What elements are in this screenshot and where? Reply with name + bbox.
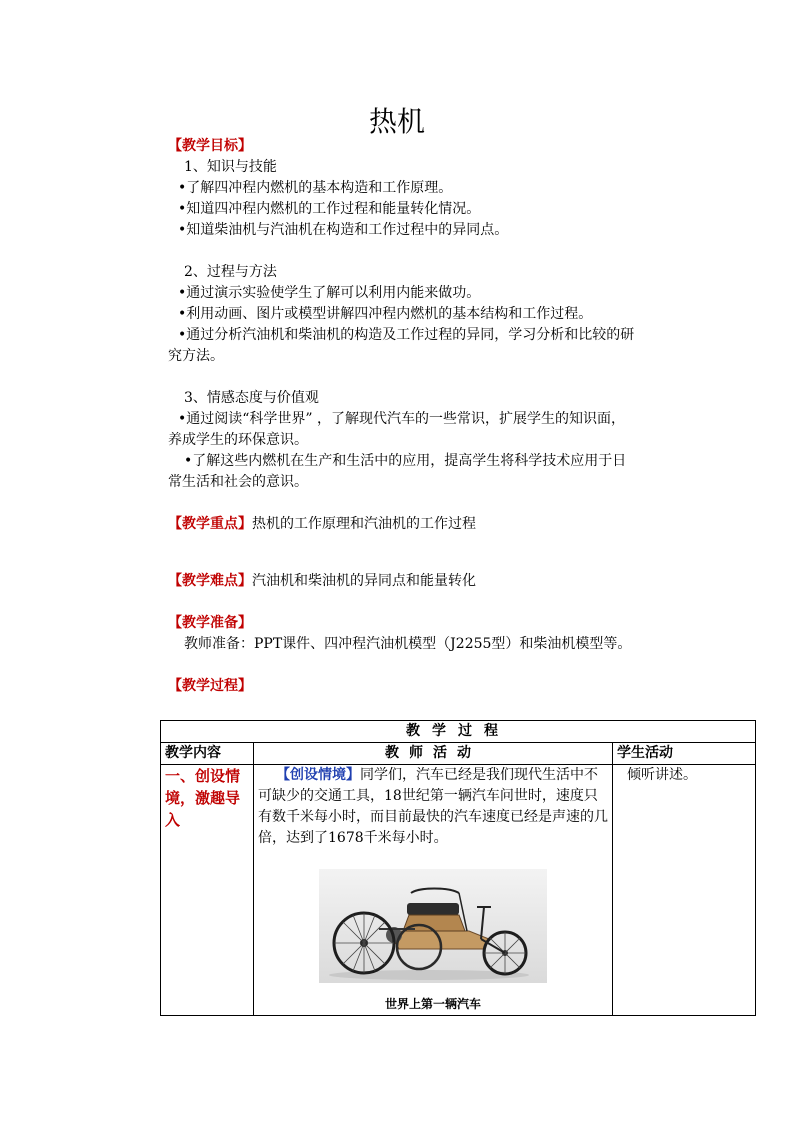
- objective-item: •通过阅读“科学世界” ，了解现代汽车的一些常识，扩展学生的知识面，养成学生的环保意识。: [168, 411, 626, 448]
- difficulty-label: 【教学难点】: [168, 573, 252, 589]
- teacher-label: 【创设情境】: [276, 767, 360, 783]
- objective-item: •知道柴油机与汽油机在构造和工作过程中的异同点。: [178, 222, 509, 238]
- header-content: 教学内容: [161, 743, 254, 765]
- objective-item: •利用动画、图片或模型讲解四冲程内燃机的基本结构和工作过程。: [178, 306, 593, 322]
- objectives-heading: 【教学目标】: [168, 138, 252, 154]
- difficulty-text: 汽油机和柴油机的异同点和能量转化: [252, 573, 476, 589]
- key-points-text: 热机的工作原理和汽油机的工作过程: [252, 516, 476, 532]
- objective-item: •通过演示实验使学生了解可以利用内能来做功。: [178, 285, 481, 301]
- image-caption: 世界上第一辆汽车: [384, 997, 481, 1011]
- preparation-label: 【教学准备】: [168, 615, 252, 631]
- section-heading: 2、过程与方法: [184, 264, 277, 280]
- row-student: 倾听讲述。: [613, 765, 756, 1016]
- teacher-text: 同学们，汽车已经是我们现代生活中不可缺少的交通工具，18世纪第一辆汽车问世时，速度只有数千米每小时，而目前最快的汽车速度已经是声速的几倍，达到了1678千米每小时。: [258, 767, 608, 846]
- objective-item: •了解这些内燃机在生产和生活中的应用，提高学生将科学技术应用于日常生活和社会的意识。: [168, 453, 627, 490]
- car-image: [258, 869, 608, 990]
- page-title: 热机: [368, 105, 425, 138]
- preparation-text: 教师准备：PPT课件、四冲程汽油机模型（J2255型）和柴油机模型等。: [184, 636, 632, 652]
- objective-item: •了解四冲程内燃机的基本构造和工作原理。: [178, 180, 453, 196]
- process-table: [160, 720, 756, 1016]
- header-student: 学生活动: [613, 743, 756, 765]
- lesson-plan-body: [168, 136, 638, 697]
- process-label: 【教学过程】: [168, 678, 252, 694]
- key-points: [168, 514, 638, 535]
- teacher-paragraph: [258, 765, 608, 849]
- key-points-label: 【教学重点】: [168, 516, 252, 532]
- objective-item: •通过分析汽油机和柴油机的构造及工作过程的异同，学习分析和比较的研究方法。: [168, 327, 635, 364]
- objective-item: •知道四冲程内燃机的工作过程和能量转化情况。: [178, 201, 481, 217]
- section-heading: 1、知识与技能: [184, 159, 277, 175]
- first-car-illustration: [319, 869, 547, 983]
- section-heading: 3、情感态度与价值观: [184, 390, 319, 406]
- row-content: 一、创设情境，激趣导入: [161, 765, 254, 1016]
- table-title: 教学过程: [161, 721, 756, 743]
- header-teacher: 教师活动: [254, 743, 613, 765]
- row-teacher: [254, 765, 613, 1016]
- difficulty: [168, 571, 638, 592]
